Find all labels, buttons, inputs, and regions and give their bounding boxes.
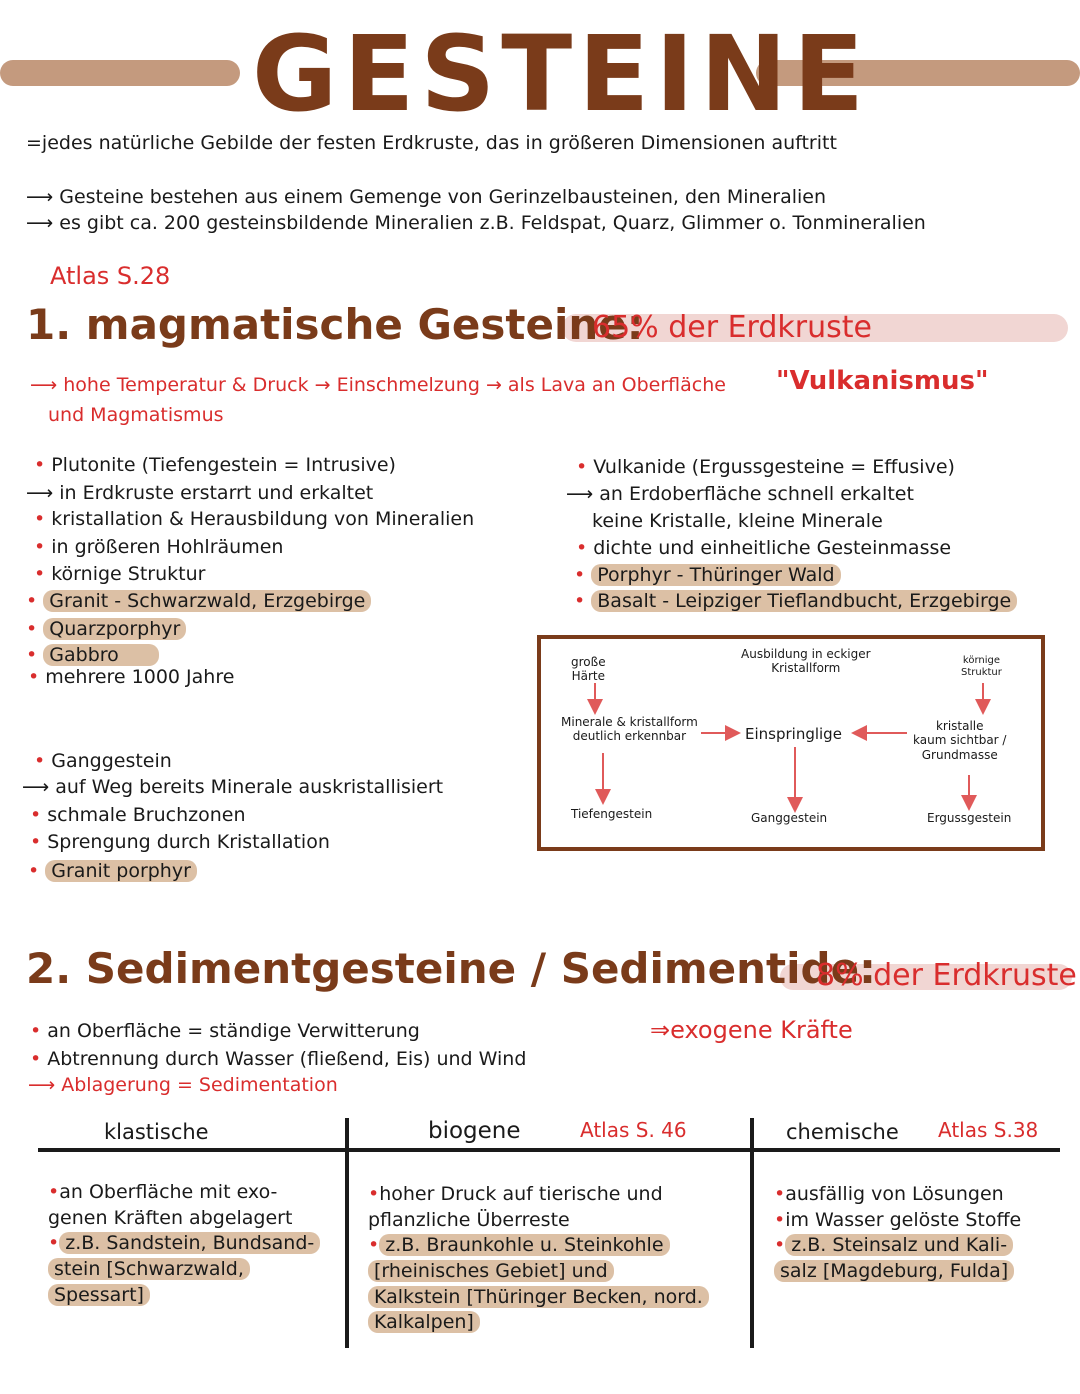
plutonite-example-3: • Gabbro [26, 644, 159, 667]
diagram-minerale: Minerale & kristallform deutlich erkennbar [561, 715, 698, 744]
plutonite-example-1: • Granit - Schwarzwald, Erzgebirge [26, 590, 371, 613]
chemische-hl-1: • z.B. Steinsalz und Kali- [774, 1233, 1064, 1259]
biogene-hl-4: Kalkalpen] [368, 1310, 738, 1336]
plutonite-arrow-line: ⟶ in Erdkruste erstarrt und erkaltet [26, 482, 374, 504]
col-chemische-atlas: Atlas S.38 [938, 1118, 1039, 1142]
ganggestein-example: • Granit porphyr [28, 860, 197, 883]
diagram-tiefengestein: Tiefengestein [571, 807, 653, 821]
plutonite-duration: • mehrere 1000 Jahre [28, 666, 234, 689]
biogene-hl-1: • z.B. Braunkohle u. Steinkohle [368, 1233, 738, 1259]
klastische-hl-3: Spessart] [48, 1283, 338, 1309]
col-klastische-head: klastische [104, 1120, 209, 1144]
vulkanide-arrow-line: ⟶ an Erdoberfläche schnell erkaltet [566, 483, 914, 505]
vulkanide-example-1: • Porphyr - Thüringer Wald [574, 564, 841, 587]
ablagerung-line: ⟶ Ablagerung = Sedimentation [28, 1074, 338, 1096]
vulkanide-item: • dichte und einheitliche Gesteinmasse [576, 537, 951, 560]
klastische-hl-2: stein [Schwarzwald, [48, 1257, 338, 1283]
section1-process: ⟶ hohe Temperatur & Druck → Einschmelzung → als Lava an Oberfläche [30, 374, 726, 396]
page-title: GESTEINE [252, 13, 871, 135]
ganggestein-title: • Ganggestein [34, 750, 172, 773]
diagram-grosse-haerte: große Härte [571, 655, 606, 684]
table-divider-1 [345, 1118, 349, 1348]
section2-item-2: • Abtrennung durch Wasser (fließend, Eis) und Wind [30, 1048, 526, 1071]
section2-heading: 2. Sedimentgesteine / Sedimentide: [26, 944, 876, 993]
atlas-ref: Atlas S.28 [50, 262, 171, 290]
col-chemische-head: chemische [786, 1120, 899, 1144]
plutonite-item-2: • in größeren Hohlräumen [34, 536, 283, 559]
diagram-ausbildung: Ausbildung in eckiger Kristallform [741, 647, 871, 676]
diagram-koernige-struktur: körnige Struktur [961, 655, 1002, 678]
chemische-hl-2: salz [Magdeburg, Fulda] [774, 1259, 1064, 1285]
diagram-kristalle: kristalle kaum sichtbar / Grundmasse [913, 719, 1007, 762]
section2-item-1: • an Oberfläche = ständige Verwitterung [30, 1020, 420, 1043]
klastische-line-2: genen Kräften abgelagert [48, 1206, 293, 1229]
section1-percentage: 65% der Erdkruste [592, 310, 872, 345]
vulkanismus-label: "Vulkanismus" [776, 366, 989, 396]
col-chemische-content [774, 1182, 1064, 1285]
plutonite-title: • Plutonite (Tiefengestein = Intrusive) [34, 454, 396, 477]
chemische-line-2: •im Wasser gelöste Stoffe [774, 1208, 1022, 1231]
col-biogene-atlas: Atlas S. 46 [580, 1118, 687, 1142]
exogen-label: ⇒exogene Kräfte [650, 1016, 853, 1044]
biogene-line-1: •hoher Druck auf tierische und [368, 1183, 663, 1205]
biogene-hl-2: [rheinisches Gebiet] und [368, 1259, 738, 1285]
ganggestein-item-2: • Sprengung durch Kristallation [30, 831, 330, 854]
biogene-hl-3: Kalkstein [Thüringer Becken, nord. [368, 1285, 738, 1311]
biogene-line-2: pflanzliche Überreste [368, 1208, 570, 1231]
vulkanide-title: • Vulkanide (Ergussgesteine = Effusive) [576, 456, 955, 479]
klastische-line-1: •an Oberfläche mit exo- [48, 1181, 278, 1203]
klastische-hl-1: • z.B. Sandstein, Bundsand- [48, 1231, 338, 1257]
definition: =jedes natürliche Gebilde der festen Erdkruste, das in größeren Dimensionen auftritt [26, 132, 837, 154]
col-biogene-head: biogene [428, 1118, 521, 1144]
col-klastische-content [48, 1180, 338, 1308]
ganggestein-item-1: • schmale Bruchzonen [30, 804, 246, 827]
section1-heading: 1. magmatische Gesteine: [26, 300, 644, 349]
ganggestein-arrow-line: ⟶ auf Weg bereits Minerale auskristallisiert [22, 776, 444, 798]
title-bar-left [0, 60, 240, 86]
vulkanide-example-2: • Basalt - Leipziger Tieflandbucht, Erzgebirge [574, 590, 1017, 613]
plutonite-example-2: • Quarzporphyr [26, 618, 186, 641]
diagram-ergussgestein: Ergussgestein [927, 811, 1012, 825]
rock-formation-diagram [537, 635, 1045, 851]
magmatismus-label: und Magmatismus [48, 404, 224, 426]
col-biogene-content [368, 1182, 738, 1336]
table-top-rule [38, 1148, 1060, 1152]
table-divider-2 [750, 1118, 754, 1348]
diagram-ganggestein: Ganggestein [751, 811, 828, 825]
intro-line-2: ⟶ es gibt ca. 200 gesteinsbildende Mineralien z.B. Feldspat, Quarz, Glimmer o. Tonmineralien [26, 212, 926, 234]
plutonite-item-1: • kristallation & Herausbildung von Mineralien [34, 508, 474, 531]
section2-percentage: 8% der Erdkruste [816, 958, 1077, 993]
plutonite-item-3: • körnige Struktur [34, 563, 205, 586]
intro-line-1: ⟶ Gesteine bestehen aus einem Gemenge von Gerinzelbausteinen, den Mineralien [26, 186, 826, 208]
diagram-einsprenglinge: Einspringlige [745, 725, 842, 743]
chemische-line-1: •ausfällig von Lösungen [774, 1183, 1004, 1205]
vulkanide-line-2: keine Kristalle, kleine Minerale [592, 510, 883, 532]
